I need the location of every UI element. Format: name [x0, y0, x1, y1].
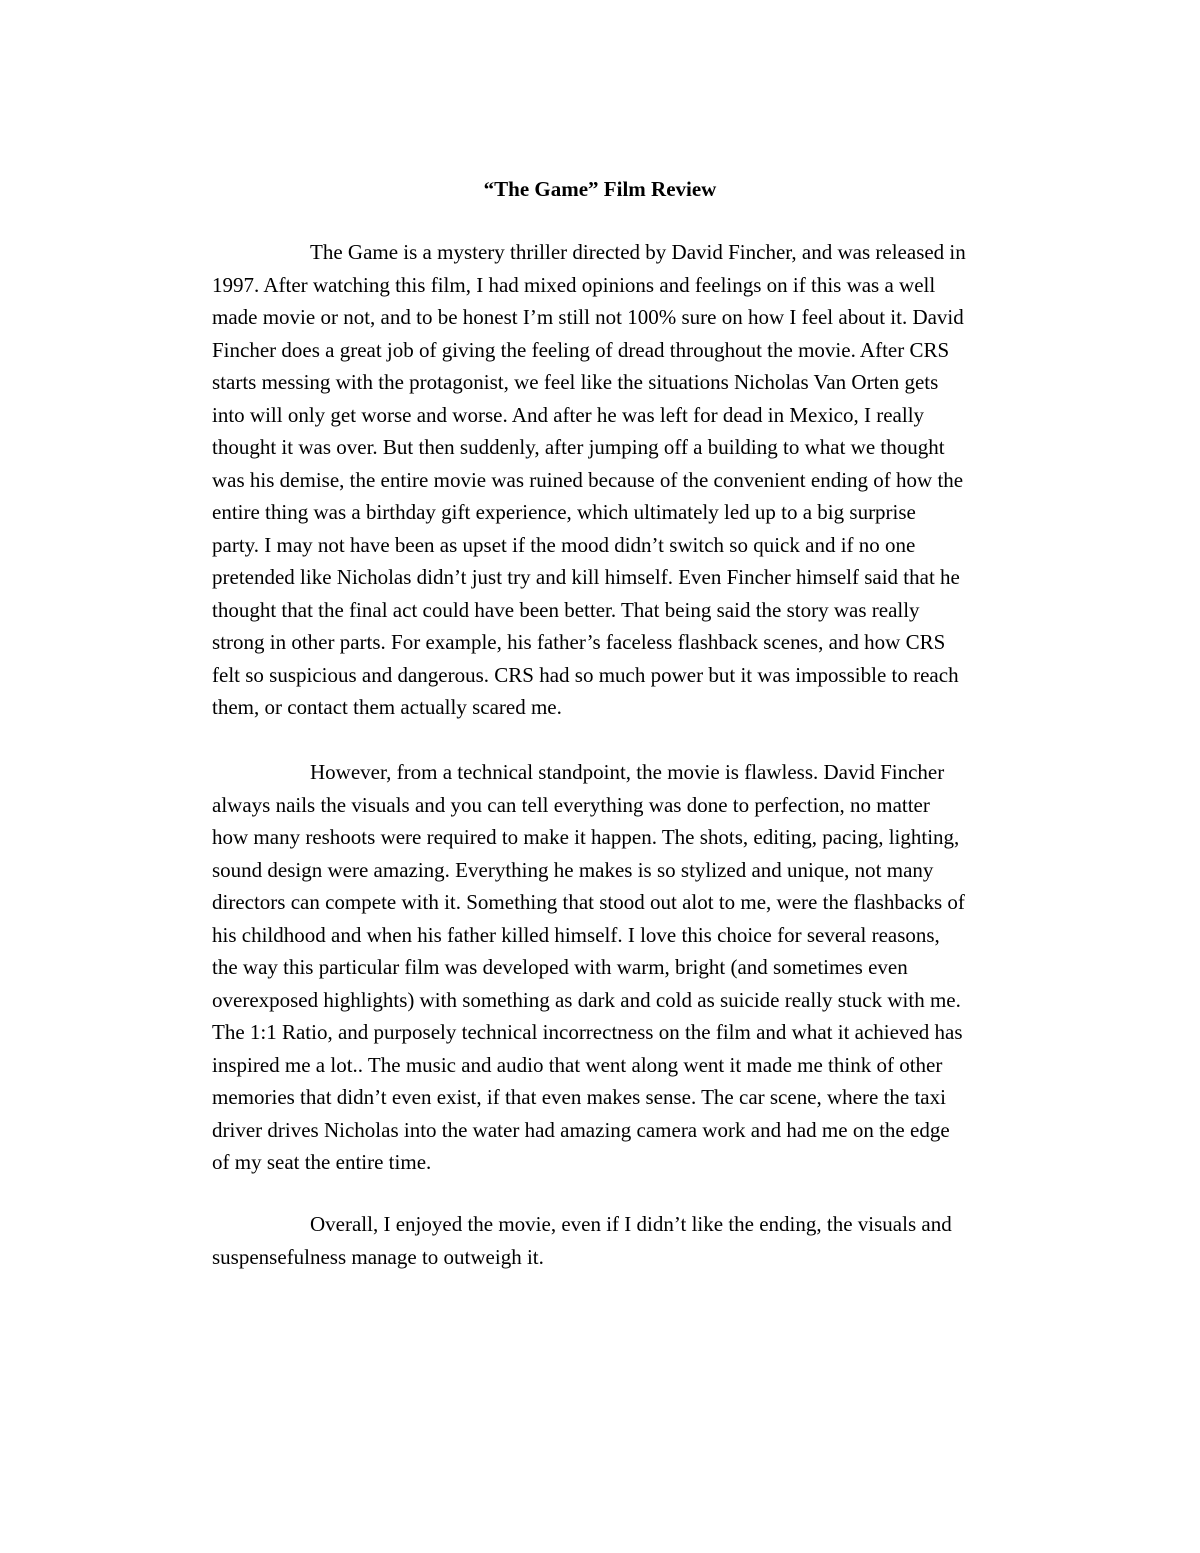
text-line: how many reshoots were required to make it happen. The shots, editing, pacing, lighting,: [212, 825, 960, 849]
text-line: overexposed highlights) with something as dark and cold as suicide really stuck with me.: [212, 987, 961, 1012]
text-line: them, or contact them actually scared me.: [212, 695, 562, 719]
text-line: However, from a technical standpoint, the movie is flawless. David Fincher: [310, 760, 945, 784]
text-line: 1997. After watching this film, I had mixed opinions and feelings on if this was a well: [212, 272, 936, 297]
text-line: strong in other parts. For example, his father’s faceless flashback scenes, and how CRS: [212, 630, 946, 654]
text-line: The Game is a mystery thriller directed by David Fincher, and was released in: [310, 240, 966, 264]
text-line: thought that the final act could have been better. That being said the story was really: [212, 597, 920, 622]
text-line: directors can compete with it. Something that stood out alot to me, were the flashbacks of: [212, 890, 965, 914]
text-line: the way this particular film was developed with warm, bright (and sometimes even: [212, 955, 908, 979]
text-line: Overall, I enjoyed the movie, even if I didn’t like the ending, the visuals and: [310, 1212, 952, 1236]
text-line: entire thing was a birthday gift experience, which ultimately led up to a big surprise: [212, 500, 916, 524]
text-line: was his demise, the entire movie was ruined because of the convenient ending of how the: [212, 467, 964, 492]
paragraph-intro: [212, 236, 1060, 724]
text-line: into will only get worse and worse. And after he was left for dead in Mexico, I really: [212, 402, 925, 427]
text-line: always nails the visuals and you can tell everything was done to perfection, no matter: [212, 792, 930, 817]
text-line: starts messing with the protagonist, we feel like the situations Nicholas Van Orten gets: [212, 370, 939, 394]
paragraph-conclusion: [212, 1208, 1060, 1273]
text-line: The 1:1 Ratio, and purposely technical incorrectness on the film and what it achieved has: [212, 1020, 963, 1044]
text-line: made movie or not, and to be honest I’m still not 100% sure on how I feel about it. David: [212, 305, 964, 329]
text-line: memories that didn’t even exist, if that even makes sense. The car scene, where the taxi: [212, 1085, 946, 1109]
text-line: driver drives Nicholas into the water had amazing camera work and had me on the edge: [212, 1117, 950, 1142]
text-line: party. I may not have been as upset if the mood didn’t switch so quick and if no one: [212, 532, 916, 557]
text-line: thought it was over. But then suddenly, after jumping off a building to what we thought: [212, 435, 945, 459]
text-line: suspensefulness manage to outweigh it.: [212, 1244, 544, 1269]
document-title: “The Game” Film Review: [483, 177, 717, 201]
text-line: of my seat the entire time.: [212, 1150, 432, 1174]
text-line: sound design were amazing. Everything he makes is so stylized and unique, not many: [212, 857, 934, 882]
paragraph-technical: [212, 756, 1060, 1179]
text-line: Fincher does a great job of giving the feeling of dread throughout the movie. After CRS: [212, 337, 950, 362]
text-line: his childhood and when his father killed himself. I love this choice for several reasons,: [212, 922, 940, 947]
text-line: pretended like Nicholas didn’t just try and kill himself. Even Fincher himself said that he: [212, 565, 960, 589]
text-line: felt so suspicious and dangerous. CRS had so much power but it was impossible to reach: [212, 662, 959, 687]
text-line: inspired me a lot.. The music and audio that went along went it made me think of other: [212, 1052, 943, 1077]
